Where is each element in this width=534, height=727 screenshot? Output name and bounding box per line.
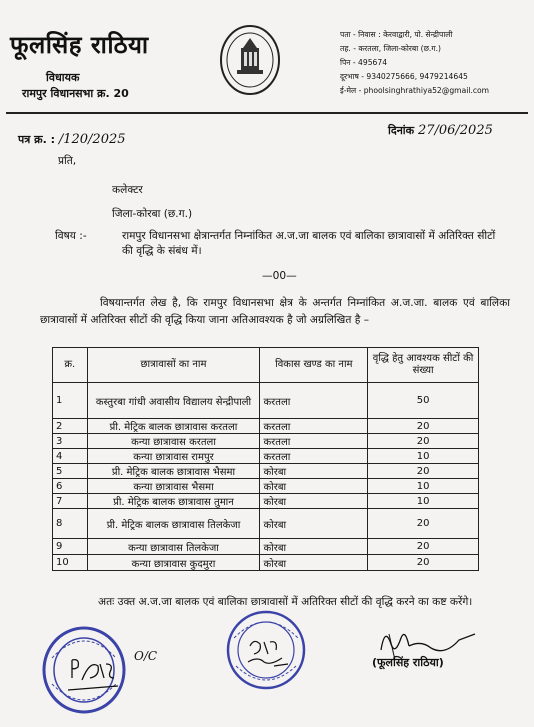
cell-seats: 10	[368, 449, 479, 464]
header-block-name: विकास खण्ड का नाम	[260, 348, 368, 383]
date-value: 27/06/2025	[417, 123, 493, 138]
cell-serial: 9	[53, 539, 88, 555]
cell-serial: 5	[53, 464, 88, 479]
cell-block: करतला	[260, 449, 368, 464]
stamp-note: O/C	[134, 649, 158, 663]
cell-hostel: कन्या छात्रावास रामपुर	[87, 449, 260, 464]
cell-seats: 50	[368, 383, 479, 419]
cell-block: कोरबा	[260, 479, 368, 494]
closing-paragraph: अतः उक्त अ.ज.जा बालक एवं बालिका छात्रावासों में अतिरिक्त सीटों की वृद्धि करने का कष्ट करेंगे।	[98, 596, 473, 608]
cell-hostel: कस्तुरबा गांधी अवासीय विद्यालय सेन्द्रीपाली	[87, 383, 260, 419]
cell-serial: 2	[53, 419, 88, 434]
cell-hostel: कन्या छात्रावास तिलकेजा	[87, 539, 260, 555]
body-paragraph: विषयान्तर्गत लेख है, कि रामपुर विधानसभा क्षेत्र के अन्तर्गत निम्नांकित अ.ज.जा. बालक एवं बालिका छात्रावासों में अतिरिक्त सीटों की वृद्धि किया जाना अतिआवश्यक है जो अग्रलिखित है –	[40, 297, 510, 326]
header-hostel-name: छात्रावासों का नाम	[87, 348, 260, 383]
cell-seats: 20	[368, 464, 479, 479]
cell-serial: 10	[53, 555, 88, 571]
header-seats: वृद्धि हेतु आवश्यक सीटों की संख्या	[368, 348, 479, 383]
separator: —00—	[262, 270, 297, 282]
letterhead-designation: विधायक	[46, 71, 80, 84]
address-line: तह. - करतला, जिला-कोरबा (छ.ग.)	[340, 44, 441, 53]
letterhead-name: फूलसिंह राठिया	[10, 31, 149, 59]
address-line: ई-मेल - phoolsinghrathiya52@gmail.com	[340, 86, 490, 95]
cell-seats: 10	[368, 479, 479, 494]
reference-label: पत्र क्र. :	[18, 133, 56, 146]
letterhead-address	[340, 28, 489, 98]
seal-emblem-icon	[219, 24, 281, 96]
cell-seats: 10	[368, 494, 479, 509]
table-row	[53, 479, 479, 494]
table-row	[53, 539, 479, 555]
cell-hostel: कन्या छात्रावास कुदमुरा	[87, 555, 260, 571]
table-header-row	[53, 348, 479, 383]
table-row	[53, 555, 479, 571]
cell-block: कोरबा	[260, 539, 368, 555]
address-line: पिन - 495674	[340, 58, 388, 67]
hostel-seats-table	[52, 347, 479, 571]
cell-block: करतला	[260, 434, 368, 449]
inward-stamp-icon	[224, 608, 308, 692]
date-label: दिनांक	[388, 124, 415, 137]
table-row	[53, 464, 479, 479]
letterhead-divider	[6, 112, 528, 114]
subject-text: रामपुर विधानसभा क्षेत्रान्तर्गत निम्नांकित अ.ज.जा बालक एवं बालिका छात्रावासों में अतिरिक्त सीटों की वृद्धि के संबंध में।	[122, 230, 496, 257]
cell-serial: 8	[53, 509, 88, 539]
table-row	[53, 434, 479, 449]
cell-hostel: कन्या छात्रावास करतला	[87, 434, 260, 449]
cell-seats: 20	[368, 419, 479, 434]
cell-hostel: प्री. मेट्रिक बालक छात्रावास तिलकेजा	[87, 509, 260, 539]
cell-block: करतला	[260, 383, 368, 419]
address-line: दूरभाष - 9340275666, 9479214645	[340, 72, 468, 81]
cell-serial: 1	[53, 383, 88, 419]
table-row	[53, 494, 479, 509]
table-row	[53, 449, 479, 464]
cell-serial: 3	[53, 434, 88, 449]
cell-serial: 6	[53, 479, 88, 494]
reference-number	[18, 132, 126, 147]
cell-block: कोरबा	[260, 509, 368, 539]
letter-date	[388, 123, 493, 138]
office-stamp-icon	[38, 620, 158, 718]
cell-seats: 20	[368, 555, 479, 571]
cell-serial: 4	[53, 449, 88, 464]
cell-hostel: कन्या छात्रावास भैसमा	[87, 479, 260, 494]
cell-serial: 7	[53, 494, 88, 509]
cell-seats: 20	[368, 539, 479, 555]
reference-value: /120/2025	[58, 132, 126, 147]
cell-hostel: प्री. मेट्रिक बालक छात्रावास भैसमा	[87, 464, 260, 479]
cell-hostel: प्री. मेट्रिक बालक छात्रावास तुमान	[87, 494, 260, 509]
header-serial: क्र.	[53, 348, 88, 383]
cell-seats: 20	[368, 434, 479, 449]
cell-block: कोरबा	[260, 494, 368, 509]
letterhead-constituency: रामपुर विधानसभा क्र. 20	[22, 87, 129, 100]
to-label: प्रति,	[58, 155, 77, 167]
cell-block: कोरबा	[260, 464, 368, 479]
cell-hostel: प्री. मेट्रिक बालक छात्रावास करतला	[87, 419, 260, 434]
address-line: पता - निवास : केरवाद्वारी, पो. सेन्द्रीपाली	[340, 30, 453, 39]
cell-block: कोरबा	[260, 555, 368, 571]
signatory-name: (फूलसिंह राठिया)	[372, 656, 444, 669]
table-row	[53, 509, 479, 539]
cell-seats: 20	[368, 509, 479, 539]
cell-block: करतला	[260, 419, 368, 434]
subject-label: विषय :-	[55, 230, 87, 242]
addressee-district: जिला-कोरबा (छ.ग.)	[112, 208, 193, 220]
table-row	[53, 383, 479, 419]
table-row	[53, 419, 479, 434]
addressee: कलेक्टर	[112, 184, 143, 196]
